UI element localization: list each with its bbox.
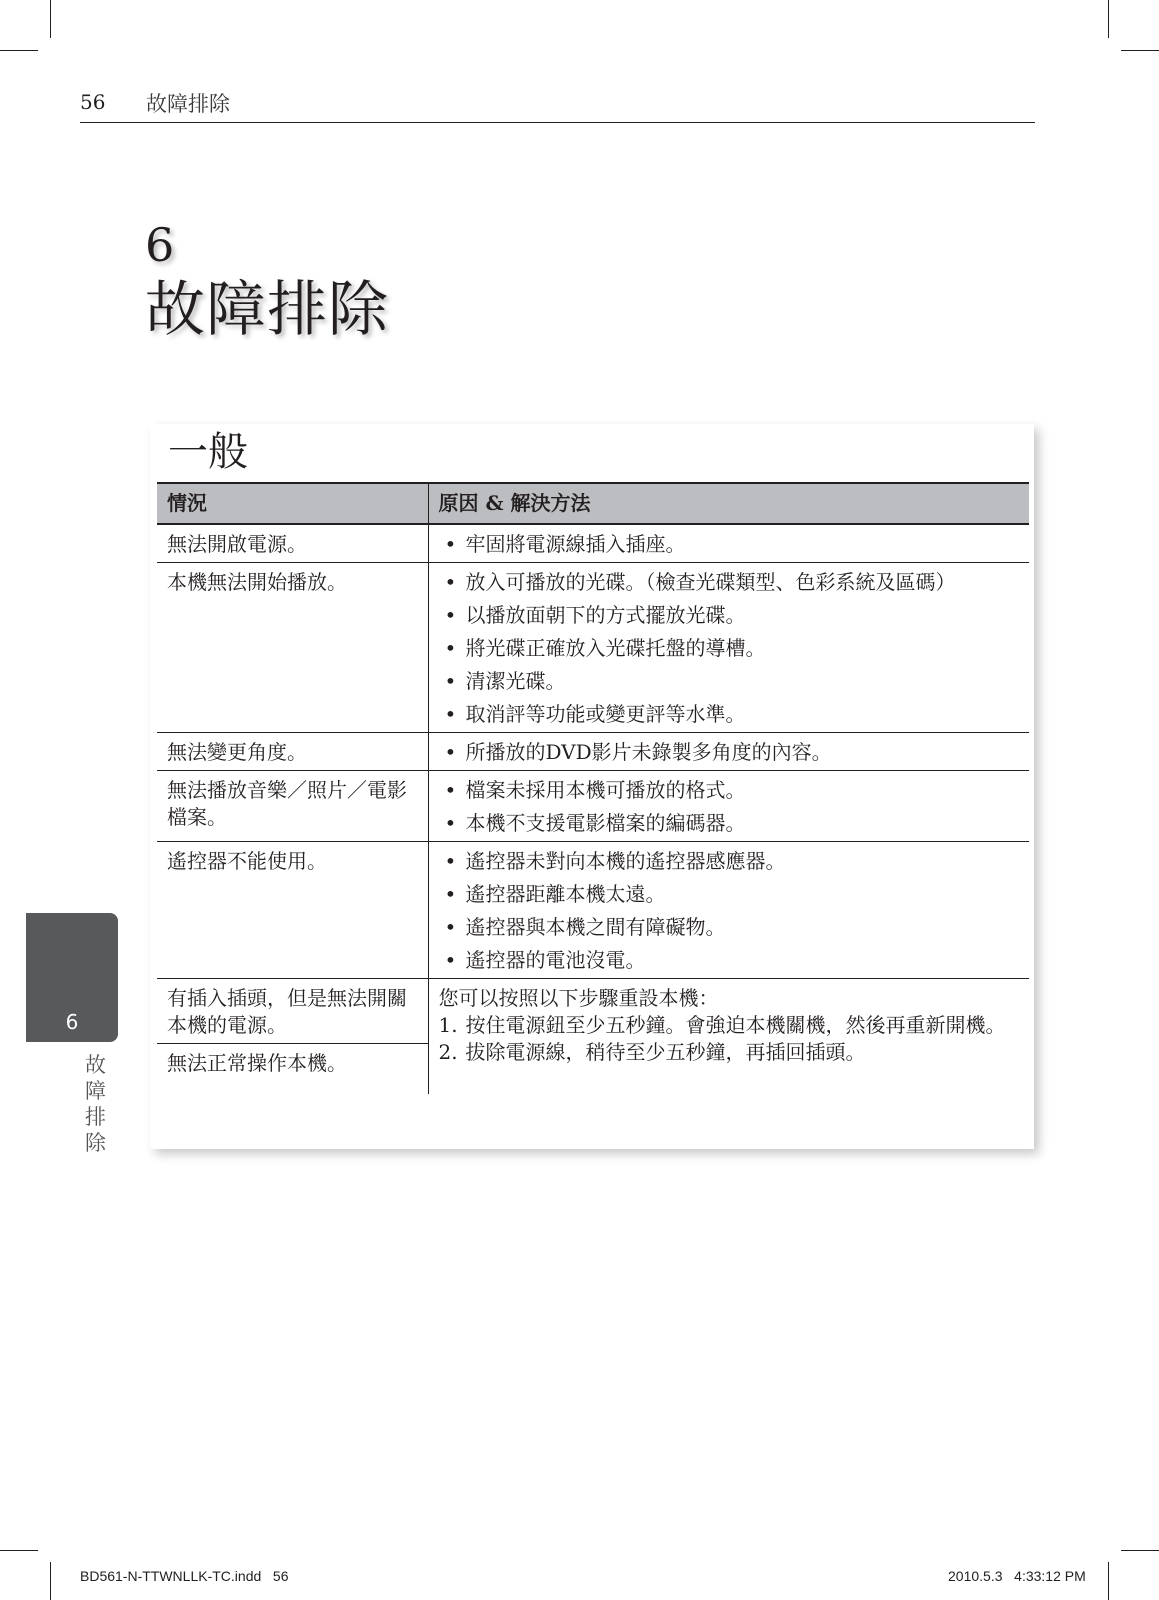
- crop-mark: [1121, 1550, 1159, 1551]
- running-title: 故障排除: [146, 92, 230, 116]
- table-row: [157, 842, 1029, 979]
- crop-mark: [1108, 1562, 1109, 1600]
- crop-mark: [50, 0, 51, 38]
- cause-cell: [428, 842, 1029, 979]
- table-row: [157, 524, 1029, 563]
- chapter-number: 6: [145, 218, 175, 272]
- cause-item: • 遙控器的電池沒電。: [439, 947, 1020, 974]
- cause-list: [439, 531, 1020, 558]
- cause-item: • 遙控器未對向本機的遙控器感應器。: [439, 848, 1020, 875]
- table-row: [157, 771, 1029, 842]
- print-slug-filename: BD561-N-TTWNLLK-TC.indd 56: [80, 1568, 289, 1584]
- cause-item: • 檔案未採用本機可播放的格式。: [439, 777, 1020, 804]
- cause-cell: [428, 524, 1029, 563]
- cause-item: • 所播放的DVD影片未錄製多角度的內容。: [439, 739, 1020, 766]
- reset-steps: [439, 1012, 1020, 1066]
- crop-mark: [50, 1562, 51, 1600]
- table-row: [157, 979, 1029, 1044]
- running-header: [80, 88, 1035, 123]
- troubleshooting-table: [157, 482, 1029, 1094]
- side-tab-label: 故障排除: [85, 1053, 106, 1155]
- cause-item: • 清潔光碟。: [439, 668, 1020, 695]
- crop-mark: [0, 50, 38, 51]
- table-row: [157, 733, 1029, 771]
- column-header-cause-solution: 原因 & 解決方法: [428, 483, 1029, 524]
- step-number: 2.: [438, 1040, 458, 1064]
- cause-item: • 取消評等功能或變更評等水準。: [439, 701, 1020, 728]
- cause-item: • 本機不支援電影檔案的編碼器。: [439, 810, 1020, 837]
- column-header-condition: 情況: [157, 483, 428, 524]
- crop-mark: [0, 1550, 38, 1551]
- condition-cell: 無法播放音樂／照片／電影檔案。: [157, 771, 428, 842]
- chapter-side-tab: [26, 913, 118, 1042]
- cause-list: [439, 848, 1020, 974]
- condition-cell: 無法開啟電源。: [157, 524, 428, 563]
- cause-cell: [428, 563, 1029, 733]
- crop-mark: [1121, 50, 1159, 51]
- condition-cell: 無法變更角度。: [157, 733, 428, 771]
- cause-list: [439, 739, 1020, 766]
- step-text: 拔除電源線，稍待至少五秒鐘，再插回插頭。: [465, 1040, 866, 1064]
- side-tab-number: 6: [65, 1010, 79, 1034]
- cause-list: [439, 569, 1020, 728]
- cause-item: • 牢固將電源線插入插座。: [439, 531, 1020, 558]
- table-header-row: [157, 483, 1029, 524]
- cause-item: • 遙控器距離本機太遠。: [439, 881, 1020, 908]
- chapter-title: 故障排除: [145, 275, 389, 345]
- condition-cell: 本機無法開始播放。: [157, 563, 428, 733]
- condition-cell: 遙控器不能使用。: [157, 842, 428, 979]
- print-slug-timestamp: 2010.5.3 4:33:12 PM: [948, 1568, 1086, 1584]
- cause-item: • 以播放面朝下的方式擺放光碟。: [439, 602, 1020, 629]
- cause-cell: [428, 771, 1029, 842]
- condition-cell: 無法正常操作本機。: [167, 1051, 347, 1075]
- step-number: 1.: [438, 1013, 458, 1037]
- section-title: 一般: [168, 429, 248, 475]
- reset-step: [439, 1012, 1020, 1039]
- condition-cell: 有插入插頭，但是無法開關本機的電源。: [157, 979, 428, 1044]
- table-row: [157, 563, 1029, 733]
- page-number: 56: [80, 90, 106, 114]
- crop-mark: [1108, 0, 1109, 38]
- cause-item: • 遙控器與本機之間有障礙物。: [439, 914, 1020, 941]
- cause-cell: [428, 733, 1029, 771]
- cause-item: • 放入可播放的光碟。（檢查光碟類型、色彩系統及區碼）: [439, 569, 1020, 596]
- cause-list: [439, 777, 1020, 837]
- reset-intro: 您可以按照以下步驟重設本機：: [438, 986, 719, 1010]
- reset-step: [439, 1039, 1020, 1066]
- step-text: 按住電源鈕至少五秒鐘。會強迫本機關機，然後再重新開機。: [465, 1013, 1006, 1037]
- reset-procedure-cell: [428, 979, 1029, 1095]
- cause-item: • 將光碟正確放入光碟托盤的導槽。: [439, 635, 1020, 662]
